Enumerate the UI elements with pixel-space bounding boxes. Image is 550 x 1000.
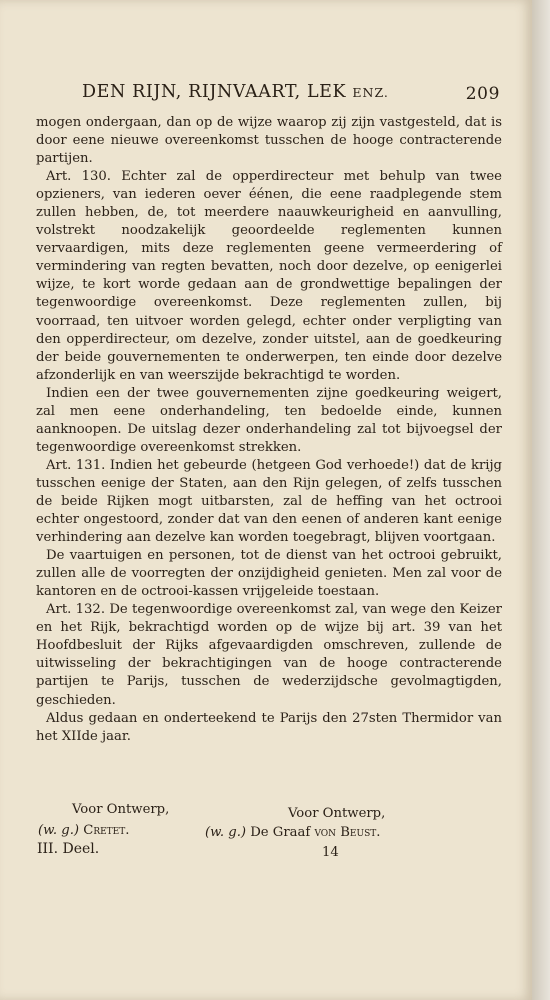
running-head-title-main: DEN RIJN, RIJNVAART, LEK [82, 82, 347, 102]
signature-mark: 14 [322, 845, 339, 860]
signature-left-mark: (w. g.) [38, 823, 80, 838]
paragraph-6: Art. 132. De tegenwoordige overeenkomst zal, van wege den Keizer en het Rijk, bekrachtigd worden op de wijze bij art. 39 van het Hoofdbesluit der Rijks afgevaardigden omschreven, zullende de uitwisseling der bekrachtigingen van de hooge contracterende partijen te Parijs, tusschen de wederzijdsche gevolmagtigden, geschieden. [36, 602, 502, 708]
paragraph-7: Aldus gedaan en onderteekend te Parijs den 27sten Thermidor van het XIIde jaar. [36, 710, 502, 744]
page-edge [532, 0, 550, 1000]
page-number: 209 [465, 84, 500, 104]
body-text [36, 114, 502, 746]
paragraph-2: Art. 130. Echter zal de opperdirecteur met behulp van twee opzieners, van iederen oever éénen, die eene raadplegende stem zullen hebben, de, tot meerdere naauwkeurigheid en aanvulling, volstrekt noodzakelijk geoordeelde reglementen kunnen vervaardigen, mits deze reglementen geene vermeerdering of vermindering van regten bevatten, noch door dezelve, op eenigerlei wijze, te kort worde gedaan aan de grondwettige bepalingen der tegenwoordige overeenkomst. Deze reglementen zullen, bij voorraad, ten uitvoer worden gelegd, echter onder verpligting van den opperdirecteur, om dezelve, zonder uitstel, aan de goedkeuring der beide gouvernementen te onderwerpen, ten einde door dezelve afzonderlijk en van weerszijde bekrachtigd te worden. [36, 169, 502, 383]
signature-right-name-prefix: De Graaf [250, 825, 311, 840]
volume-marker: III. Deel. [37, 841, 100, 857]
paragraph-4: Art. 131. Indien het gebeurde (hetgeen God verhoede!) dat de krijg tusschen eenige der Staten, aan den Rijn gelegen, of zelfs tusschen de beide Rijken mogt uitbarsten, zal de heffing van het octrooi echter ongestoord, zonder dat van den eenen of anderen kant eenige verhindering aan dezelve kan worden toegebragt, blijven voortgaan. [36, 457, 502, 546]
running-head-title-small: ENZ. [352, 85, 389, 100]
signature-left-heading: Voor Ontwerp, [72, 802, 170, 817]
paragraph-1: mogen ondergaan, dan op de wijze waarop zij zijn vastgesteld, dat is door eene nieuwe overeenkomst tusschen de hooge contracterende partijen. [36, 115, 502, 167]
signature-left-name: Cretet. [83, 823, 130, 838]
paragraph-5: De vaartuigen en personen, tot de dienst van het octrooi gebruikt, zullen alle de voorregten der onzijdigheid genieten. Men zal voor de kantoren en de octrooi-kassen vrijgeleide toestaan. [36, 548, 502, 600]
signature-right-name: von Beust. [314, 825, 381, 840]
paragraph-3: Indien een der twee gouvernementen zijne goedkeuring weigert, zal men eene onderhandeling, ten bedoelde einde, kunnen aanknoopen. De uitslag dezer onderhandeling zal tot bijvoegsel der tegenwoordige overeenkomst strekken. [36, 385, 502, 455]
signature-left [38, 823, 129, 838]
signature-right-heading: Voor Ontwerp, [288, 806, 386, 821]
signature-right [205, 825, 380, 840]
running-head [30, 82, 500, 108]
running-head-title [82, 82, 389, 102]
signature-right-mark: (w. g.) [205, 825, 247, 840]
